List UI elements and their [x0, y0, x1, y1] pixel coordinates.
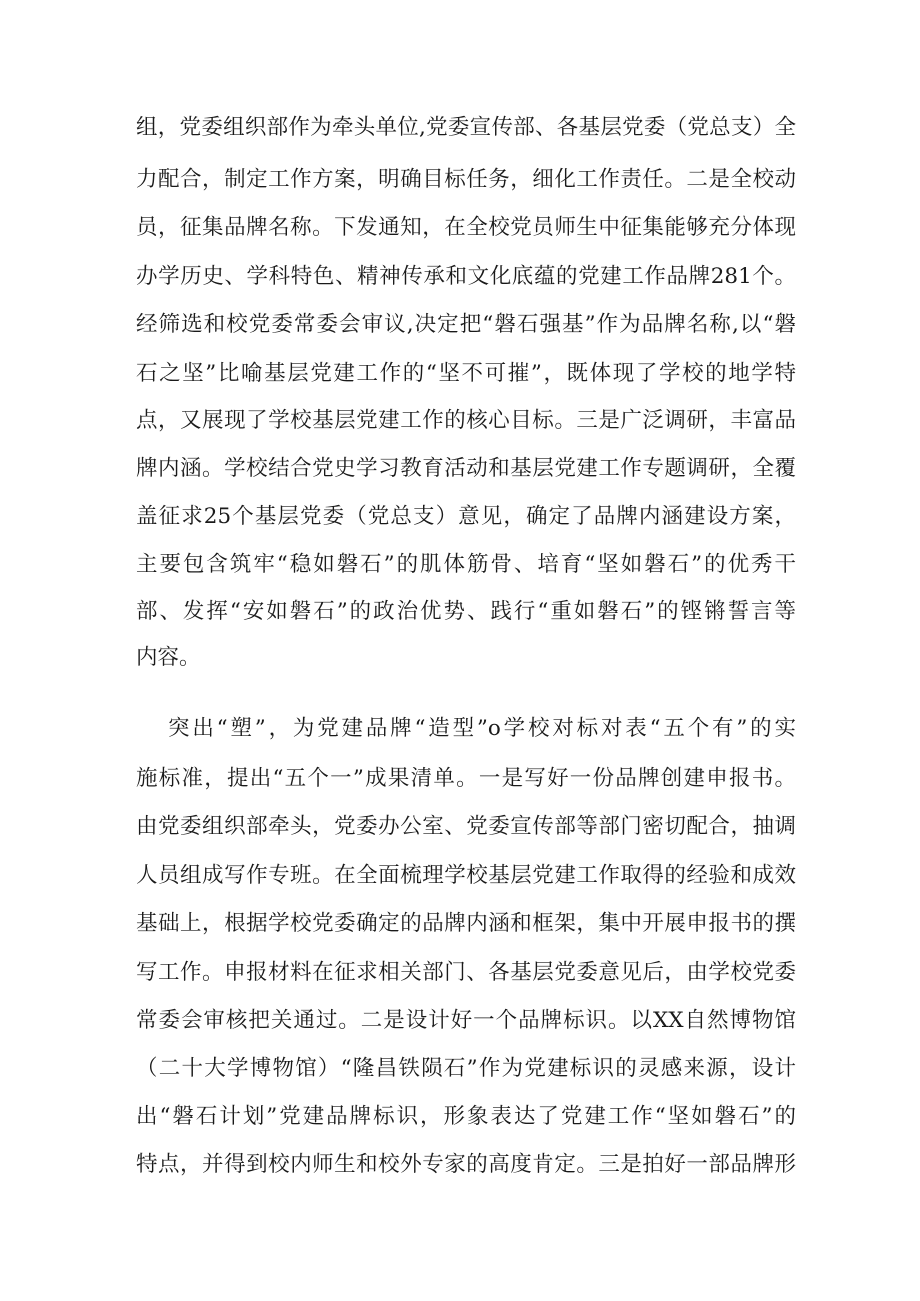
paragraph-line: 点，又展现了学校基层党建工作的核心目标。三是广泛调研，丰富品 [136, 408, 796, 433]
paragraph-line: 部、发挥“安如磐石”的政治优势、践行“重如磐石”的铿锵誓言等 [136, 599, 796, 624]
paragraph-line: 出“磐石计划”党建品牌标识，形象表达了党建工作“坚如磐石”的 [136, 1104, 796, 1129]
paragraph-line: 盖征求25个基层党委（党总支）意见，确定了品牌内涵建设方案， [136, 504, 796, 529]
paragraph-line: 特点，并得到校内师生和校外专家的高度肯定。三是拍好一部品牌形 [136, 1152, 796, 1177]
paragraph-line: 组，党委组织部作为牵头单位,党委宣传部、各基层党委（党总支）全 [136, 115, 796, 140]
paragraph-line: 内容。 [136, 645, 201, 670]
paragraph-line: 写工作。申报材料在征求相关部门、各基层党委意见后，由学校党委 [136, 960, 796, 985]
paragraph-line: 办学历史、学科特色、精神传承和文化底蕴的党建工作品牌281个。 [136, 264, 796, 289]
paragraph-line: 由党委组织部牵头，党委办公室、党委宣传部等部门密切配合，抽调 [136, 814, 796, 839]
paragraph-line: 突出“塑”，为党建品牌“造型”o学校对标对表“五个有”的实 [168, 716, 796, 741]
paragraph-line: （二十大学博物馆）“隆昌铁陨石”作为党建标识的灵感来源，设计 [136, 1056, 796, 1081]
paragraph-line: 人员组成写作专班。在全面梳理学校基层党建工作取得的经验和成效 [136, 863, 796, 888]
paragraph-line: 经筛选和校党委常委会审议,决定把“磐石强基”作为品牌名称,以“磐 [136, 312, 796, 337]
paragraph-line: 员，征集品牌名称。下发通知，在全校党员师生中征集能够充分体现 [136, 215, 796, 240]
paragraph-line: 施标准，提出“五个一”成果清单。一是写好一份品牌创建申报书。 [136, 766, 796, 791]
paragraph-line: 主要包含筑牢“稳如磐石”的肌体筋骨、培育“坚如磐石”的优秀干 [136, 552, 796, 577]
paragraph-line: 力配合，制定工作方案，明确目标任务，细化工作责任。二是全校动 [136, 167, 796, 192]
paragraph-line: 常委会审核把关通过。二是设计好一个品牌标识。以XX自然博物馆 [136, 1008, 796, 1033]
paragraph-line: 牌内涵。学校结合党史学习教育活动和基层党建工作专题调研，全覆 [136, 456, 796, 481]
paragraph-line: 基础上，根据学校党委确定的品牌内涵和框架，集中开展申报书的撰 [136, 911, 796, 936]
paragraph-line: 石之坚”比喻基层党建工作的“坚不可摧”，既体现了学校的地学特 [136, 361, 796, 386]
